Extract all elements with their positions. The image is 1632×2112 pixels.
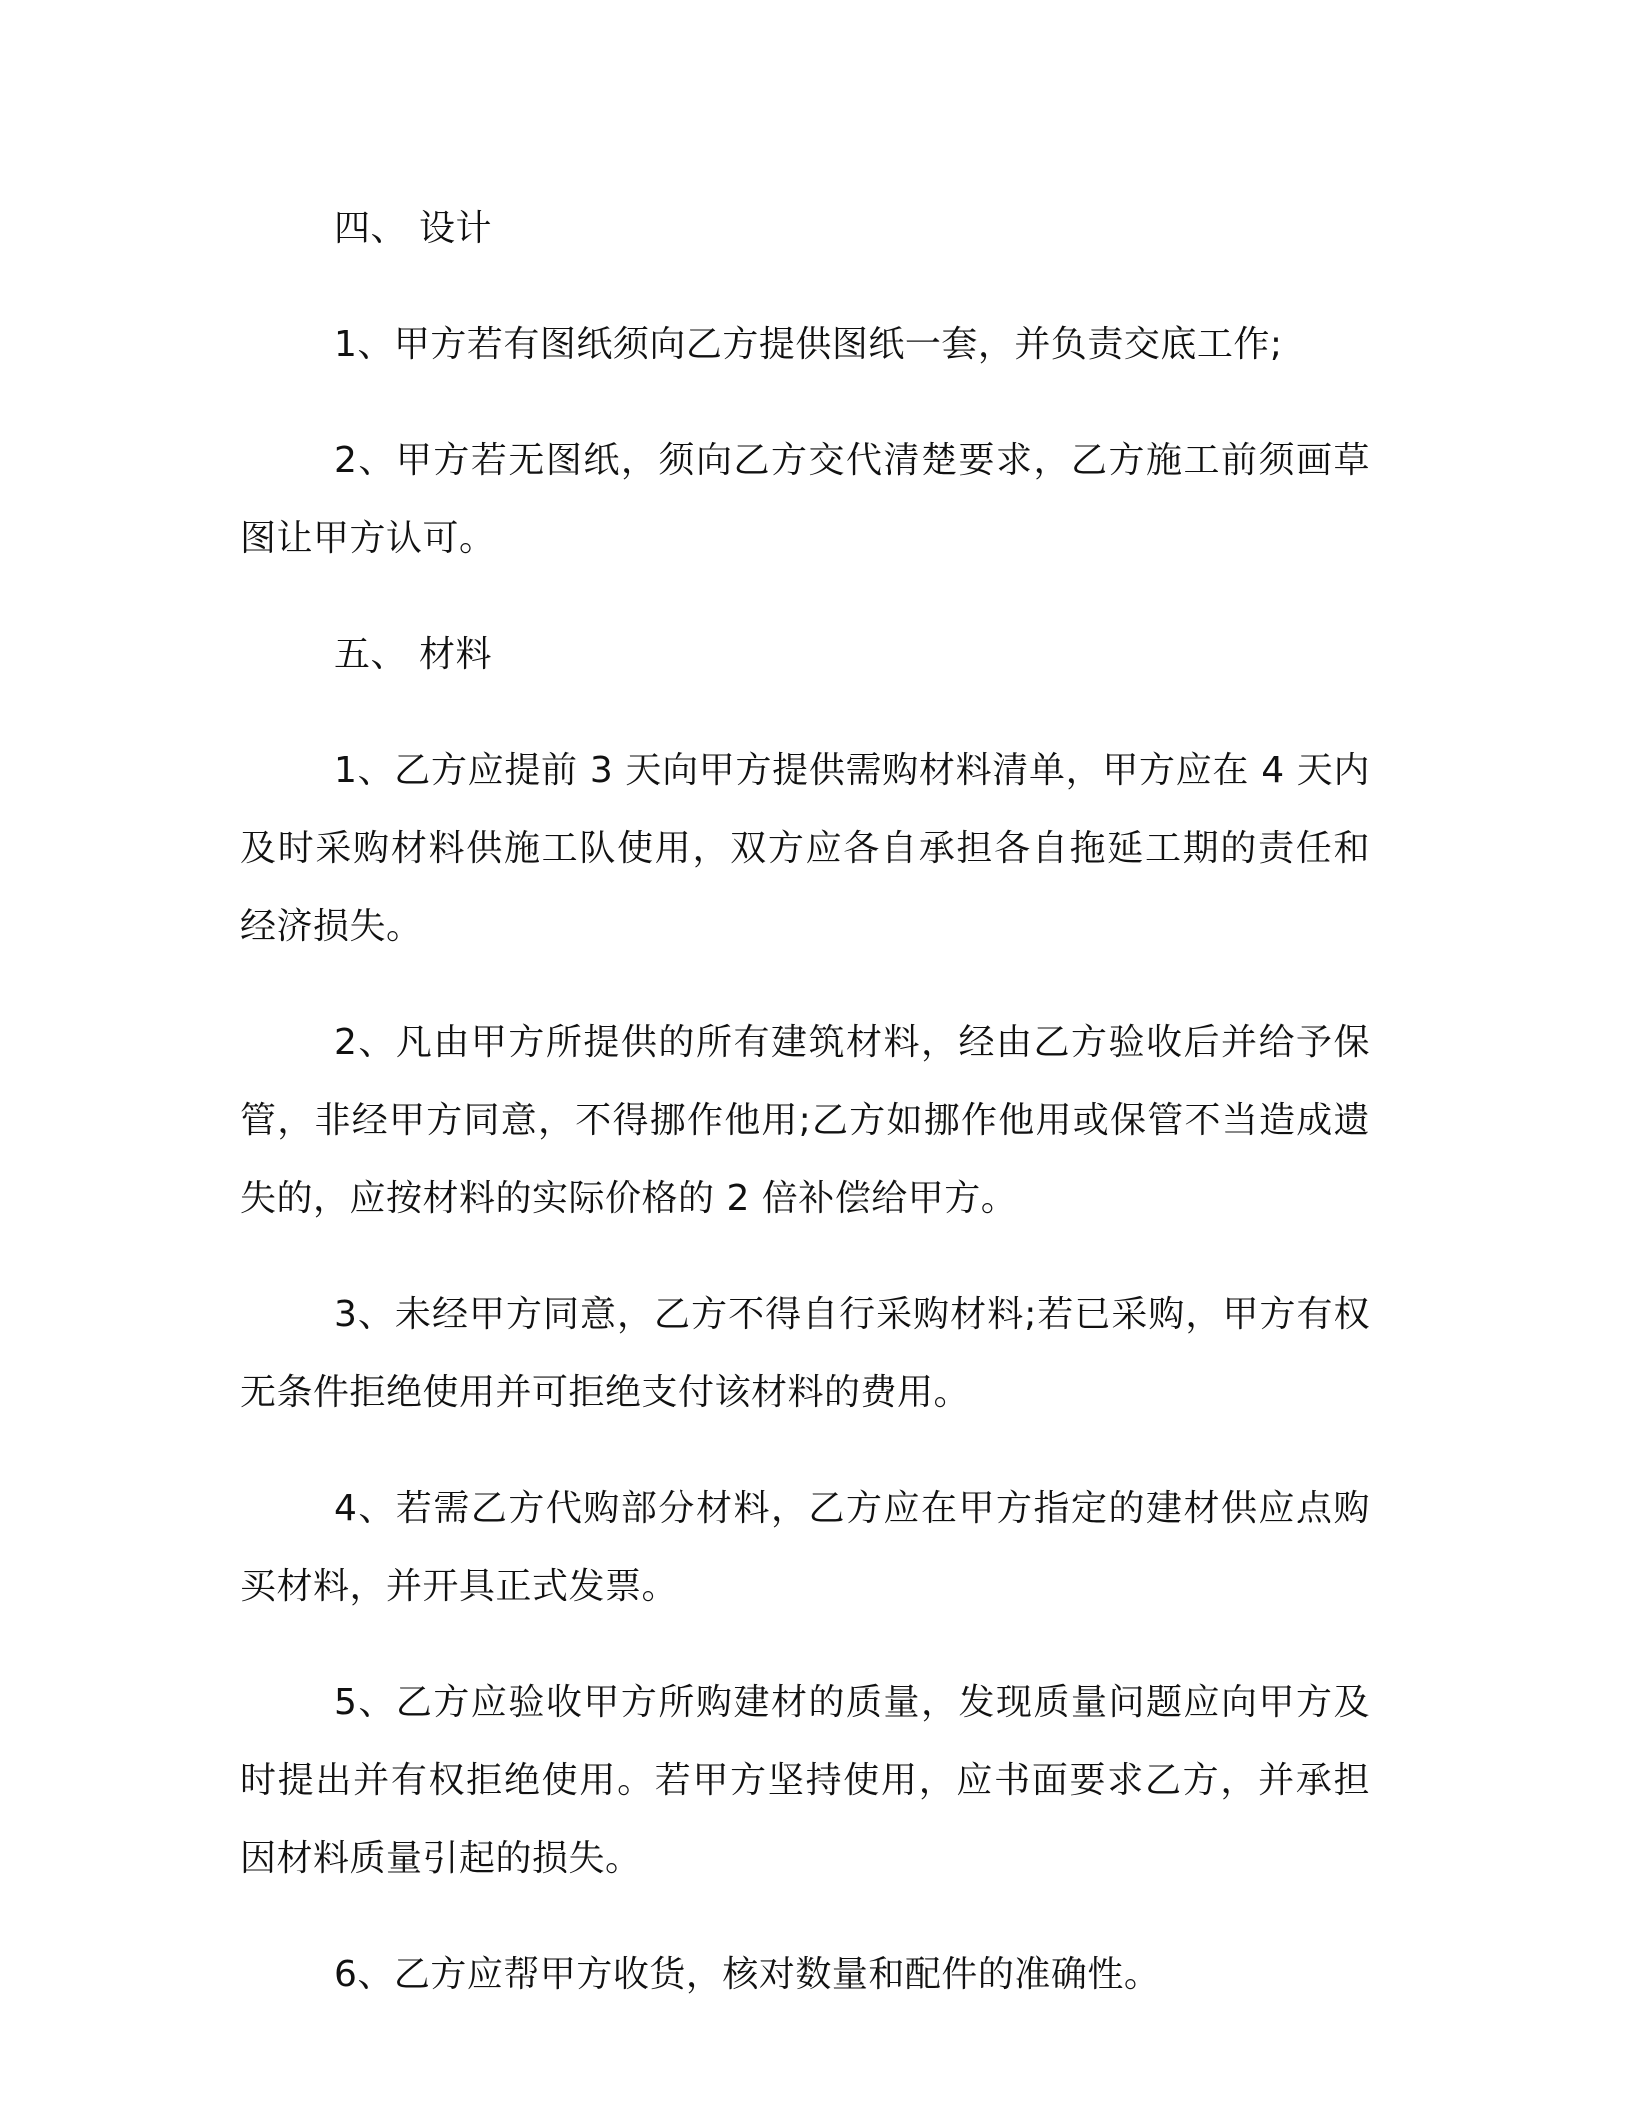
materials-item-5: 5、乙方应验收甲方所购建材的质量，发现质量问题应向甲方及时提出并有权拒绝使用。若甲方坚持使用，应书面要求乙方，并承担因材料质量引起的损失。 bbox=[240, 1682, 1370, 1879]
materials-item-2: 2、凡由甲方所提供的所有建筑材料，经由乙方验收后并给予保管，非经甲方同意，不得挪作他用;乙方如挪作他用或保管不当造成遗失的，应按材料的实际价格的 2 倍补偿给甲方。 bbox=[240, 1022, 1370, 1219]
design-item-2: 2、甲方若无图纸，须向乙方交代清楚要求，乙方施工前须画草图让甲方认可。 bbox=[240, 440, 1370, 559]
materials-item-6: 6、乙方应帮甲方收货，核对数量和配件的准确性。 bbox=[334, 1954, 1161, 1995]
section-heading-design: 四、 设计 bbox=[334, 208, 492, 249]
materials-item-4: 4、若需乙方代购部分材料，乙方应在甲方指定的建材供应点购买材料，并开具正式发票。 bbox=[240, 1488, 1370, 1607]
design-item-1: 1、甲方若有图纸须向乙方提供图纸一套，并负责交底工作; bbox=[334, 324, 1283, 365]
section-heading-materials: 五、 材料 bbox=[334, 634, 492, 675]
materials-item-3: 3、未经甲方同意，乙方不得自行采购材料;若已采购，甲方有权无条件拒绝使用并可拒绝支付该材料的费用。 bbox=[240, 1294, 1370, 1413]
materials-item-1: 1、乙方应提前 3 天向甲方提供需购材料清单，甲方应在 4 天内及时采购材料供施工队使用，双方应各自承担各自拖延工期的责任和经济损失。 bbox=[240, 750, 1370, 947]
document-body bbox=[240, 190, 1370, 2014]
